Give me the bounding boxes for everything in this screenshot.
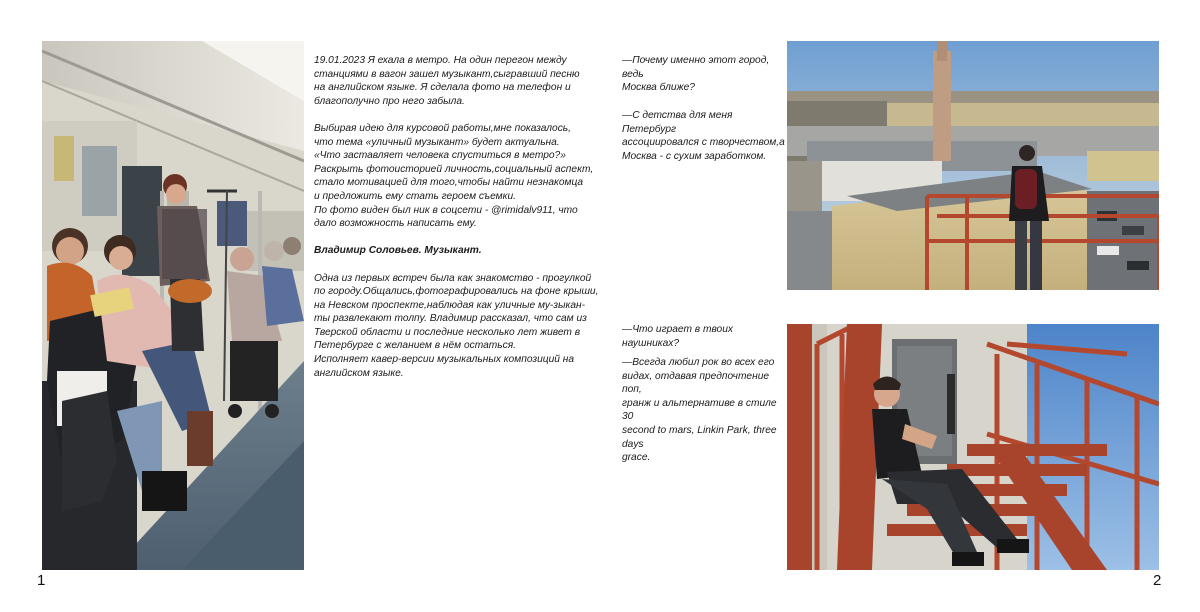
question-1-line: —Почему именно этот город, ведь — [622, 55, 770, 80]
answer-2-line: grace. — [622, 452, 651, 464]
page-number-right: 2 — [1153, 572, 1162, 589]
answer-2-line: —Всегда любил рок во всех его — [622, 357, 775, 368]
story-line: на Невском проспекте,наблюдая как уличные му-зыкан- — [314, 299, 586, 311]
idea-line: и предложить ему стать героем съемки. — [314, 190, 516, 202]
idea-line: Выбирая идею для курсовой работы,мне показалось, — [314, 122, 571, 134]
answer-2-line: second to mars, Linkin Park, three days — [622, 424, 777, 450]
question-2-line: —Что играет в твоих наушниках? — [622, 324, 733, 349]
metro-musician-photo — [42, 41, 304, 570]
story-line: Исполняет кавер-версии музыкальных композиций на — [314, 354, 575, 366]
story-line: по городу.Общались,фотографировались на фоне крыши, — [314, 286, 599, 298]
story-line: Тверской области и последние несколько лет живет в — [314, 326, 581, 338]
musician-heading: Владимир Соловьев. Музыкант. — [314, 245, 482, 257]
idea-line: «Что заставляет человека спуститься в метро?» — [314, 150, 566, 162]
question-1 — [622, 54, 787, 95]
story-line: английском языке. — [314, 367, 404, 379]
idea-line: По фото виден был ник в соцсети - @rimidalv911, что — [314, 204, 578, 216]
answer-2 — [622, 356, 790, 465]
answer-1-line: Москва - с сухим заработком. — [622, 150, 767, 162]
staircase-photo — [787, 324, 1159, 570]
left-text-column — [314, 54, 599, 380]
story-line: Одна из первых встреч была как знакомство - прогулкой — [314, 272, 592, 284]
story-line: Петербурге с желанием в нём остаться. — [314, 340, 516, 352]
answer-1-line: ассоциировался с творчеством,а — [622, 137, 785, 149]
intro-line: 19.01.2023 Я ехала в метро. На один перегон между — [314, 55, 567, 66]
rooftop-photo — [787, 41, 1159, 290]
question-1-line: Москва ближе? — [622, 82, 695, 94]
intro-line: на английском языке. Я сделала фото на телефон и — [314, 82, 571, 94]
idea-line: что тема «уличный музыкант» будет актуальна. — [314, 136, 560, 148]
answer-2-line: гранж и альтернативе в стиле 30 — [622, 397, 777, 423]
idea-line: Раскрыть фотоисторией личность,социальный аспект, — [314, 163, 594, 175]
answer-1-line: —С детства для меня Петербург — [622, 110, 733, 135]
intro-line: благополучно про него забыла. — [314, 95, 465, 107]
answer-2-line: видах, отдавая предпочтение поп, — [622, 370, 770, 396]
page-number-left: 1 — [37, 572, 46, 589]
story-line: ты развлекают толпу. Владимир рассказал, что сам из — [314, 313, 587, 325]
idea-line: стало мотивацией для того,чтобы найти незнакомца — [314, 177, 584, 189]
question-2 — [622, 323, 787, 350]
intro-line: станциями в вагон зашел музыкант,сыгравший песню — [314, 68, 580, 80]
answer-1 — [622, 109, 787, 163]
idea-line: дало возможность написать ему. — [314, 218, 477, 230]
